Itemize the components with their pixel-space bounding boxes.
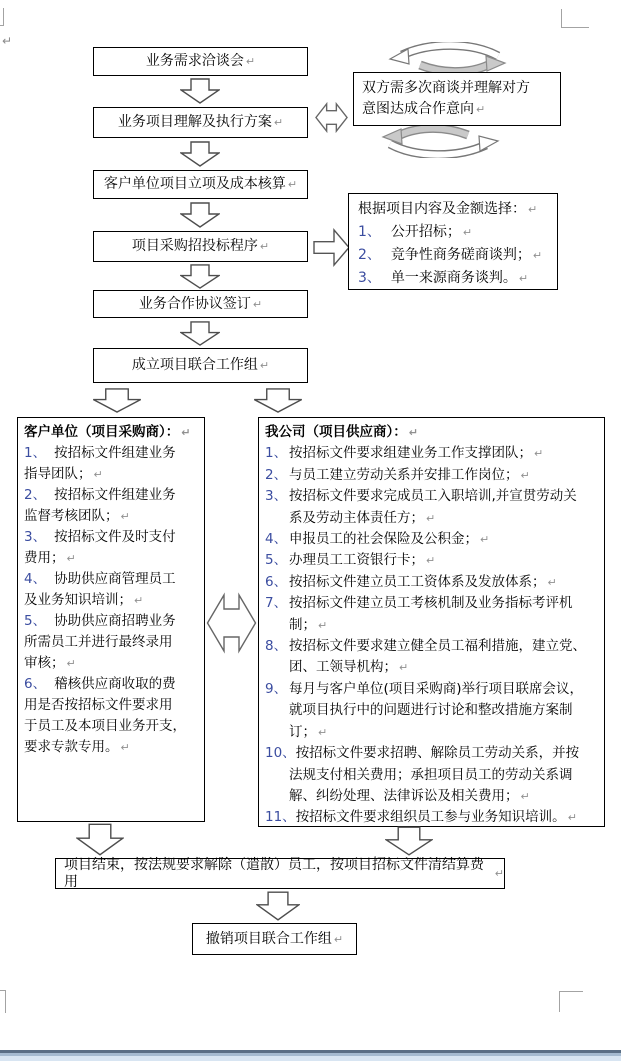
paragraph-mark-icon: ↵ — [494, 867, 504, 880]
paragraph-mark-icon: ↵ — [462, 226, 473, 239]
list-number: 10、 — [265, 745, 296, 762]
paragraph-mark-icon: ↵ — [181, 426, 191, 439]
text-line — [265, 657, 599, 678]
text-line — [24, 653, 199, 674]
text-line — [24, 464, 199, 485]
list-number: 2、 — [265, 466, 288, 483]
list-number: 5、 — [265, 552, 288, 569]
line-text: 协助供应商管理员工 — [54, 571, 176, 587]
flow-box-project-approval[interactable] — [93, 170, 308, 199]
text-line — [265, 550, 599, 571]
text-line — [265, 679, 599, 700]
text-line — [265, 615, 599, 636]
line-text: 按招标文件组建业务 — [54, 445, 176, 461]
text-line — [265, 743, 599, 764]
down-arrow[interactable] — [180, 264, 220, 289]
crop-mark-top-left-v — [3, 8, 4, 26]
line-text: 按招标文件要求组织员工参与业务知识培训。 — [295, 809, 566, 826]
paragraph-mark-icon: ↵ — [287, 178, 298, 191]
flow-box-agreement-signing[interactable] — [93, 290, 308, 318]
line-text: 审核； — [24, 655, 65, 671]
line-text: 订； — [289, 723, 316, 740]
list-number: 11、 — [265, 809, 296, 826]
text-line — [24, 527, 199, 548]
crop-mark-top-right-h — [561, 27, 589, 28]
text-line — [24, 611, 199, 632]
supplier-duties-text — [259, 418, 604, 827]
list-number: 4、 — [265, 531, 288, 548]
text-line — [24, 548, 199, 569]
box-label: 客户单位项目立项及成本核算 — [103, 176, 286, 192]
double-horizontal-arrow[interactable] — [206, 583, 257, 663]
line-text: 公开招标； — [390, 224, 461, 240]
text-line — [265, 700, 599, 721]
text-line — [24, 506, 199, 527]
line-text: 根据项目内容及金额选择： — [358, 201, 526, 217]
crop-mark-bottom-left-v — [5, 990, 6, 1013]
text-line — [265, 807, 599, 827]
paragraph-mark-icon: ↵ — [66, 552, 76, 565]
paragraph-mark-icon: ↵ — [528, 203, 538, 216]
text-line — [265, 465, 599, 486]
crop-mark-top-right-v — [561, 9, 562, 28]
text-line — [265, 765, 599, 786]
line-text: 法规支付相关费用；承担项目员工的劳动关系调 — [289, 766, 573, 783]
double-horizontal-arrow[interactable] — [315, 98, 348, 137]
crop-mark-top-left-h — [0, 25, 4, 26]
list-number: 6、 — [265, 573, 288, 590]
line-text: 于员工及本项目业务开支， — [24, 718, 186, 734]
flow-box-bidding-procedure[interactable] — [93, 231, 308, 262]
line-text: 按招标文件要求组建业务工作支撑团队； — [289, 445, 532, 462]
paragraph-mark-icon: ↵ — [532, 249, 543, 262]
text-line — [358, 221, 553, 244]
text-line — [24, 674, 199, 695]
supplier-duties-box[interactable] — [258, 417, 605, 827]
text-line — [265, 572, 599, 593]
line-text: 制； — [289, 616, 316, 633]
line-text: 双方需多次商谈并理解对方 — [362, 80, 530, 96]
down-arrow[interactable] — [385, 826, 433, 856]
text-line — [265, 422, 599, 443]
line-text: 团、工领导机构； — [289, 659, 397, 676]
text-line — [265, 593, 599, 614]
crop-mark-bottom-right-v — [559, 991, 560, 1012]
down-arrow[interactable] — [180, 321, 220, 346]
list-number: 4、 — [24, 571, 47, 587]
line-text: 按招标文件要求建立健全员工福利措施，建立党、 — [289, 638, 586, 655]
line-text: 解、纠纷处理、法律诉讼及相关费用； — [289, 787, 519, 804]
box-label: 成立项目联合工作组 — [131, 357, 258, 373]
box-label: 业务合作协议签订 — [138, 295, 251, 312]
text-line — [24, 590, 199, 611]
list-number: 3、 — [24, 529, 47, 545]
text-line — [265, 443, 599, 464]
client-duties-box[interactable] — [17, 417, 205, 822]
down-arrow[interactable] — [76, 823, 124, 856]
paragraph-mark-icon: ↵ — [273, 116, 284, 129]
client-duties-text — [18, 418, 204, 758]
line-text: 用是否按招标文件要求用 — [24, 697, 173, 713]
text-line — [362, 78, 554, 99]
paragraph-mark-icon: ↵ — [93, 468, 103, 481]
text-line — [24, 632, 199, 653]
box-label: 业务需求洽谈会 — [145, 53, 244, 69]
text-line — [24, 716, 199, 737]
line-text: 与员工建立劳动关系并安排工作岗位； — [289, 466, 519, 483]
negotiation-note-box[interactable] — [353, 72, 561, 126]
paragraph-mark-icon: ↵ — [476, 103, 486, 116]
text-line — [358, 267, 553, 290]
list-number: 5、 — [24, 613, 47, 629]
paragraph-mark-icon: ↵ — [547, 575, 557, 589]
line-text: 按招标文件组建业务 — [54, 487, 176, 503]
list-number: 1、 — [358, 224, 381, 240]
down-arrow[interactable] — [92, 388, 142, 413]
paragraph-mark-icon: ↵ — [333, 932, 344, 946]
line-text: 办理员工工资银行卡； — [289, 552, 424, 569]
negotiation-note-text — [354, 73, 560, 120]
list-number: 1、 — [265, 445, 288, 462]
down-arrow[interactable] — [256, 891, 300, 921]
list-number: 2、 — [24, 487, 47, 503]
text-line — [265, 636, 599, 657]
paragraph-mark-icon: ↵ — [399, 661, 409, 675]
line-text: 按招标文件要求完成员工入职培训,并宣贯劳动关 — [289, 488, 577, 505]
line-text: 单一来源商务谈判。 — [390, 270, 517, 286]
text-line — [24, 485, 199, 506]
paragraph-mark-icon: ↵ — [245, 55, 256, 68]
text-line — [265, 508, 599, 529]
text-line — [24, 569, 199, 590]
down-arrow[interactable] — [180, 202, 220, 228]
text-line — [358, 244, 553, 267]
paragraph-mark-icon: ↵ — [426, 511, 436, 525]
line-text: 协助供应商招聘业务 — [54, 613, 176, 629]
line-text: 稽核供应商收取的费 — [54, 676, 176, 692]
flow-box-business-negotiation[interactable] — [93, 47, 308, 76]
line-text: 要求专款专用。 — [24, 739, 119, 755]
line-text: 客户单位（项目采购商）： — [24, 424, 180, 440]
list-number: 9、 — [265, 680, 288, 697]
line-text: 意图达成合作意向 — [362, 101, 474, 117]
text-line — [358, 198, 553, 221]
text-line — [362, 99, 554, 120]
line-text: 按招标文件建立员工考核机制及业务指标考评机 — [289, 595, 573, 612]
list-number: 8、 — [265, 638, 288, 655]
line-text: 申报员工的社会保险及公积金； — [289, 531, 478, 548]
text-line — [24, 443, 199, 464]
box-label: 业务项目理解及执行方案 — [117, 114, 272, 130]
paragraph-mark-icon: ↵ — [480, 533, 490, 547]
paragraph-mark-icon: ↵ — [120, 741, 130, 754]
text-line — [265, 486, 599, 507]
text-line — [265, 786, 599, 807]
paragraph-mark-icon: ↵ — [252, 297, 263, 311]
window-bottom-bar-light — [0, 1056, 621, 1061]
list-number: 2、 — [358, 247, 381, 263]
line-text: 指导团队； — [24, 466, 92, 482]
down-arrow[interactable] — [253, 388, 303, 413]
line-text: 按招标文件要求招聘、解除员工劳动关系，并按 — [295, 745, 580, 762]
line-text: 监督考核团队； — [24, 508, 119, 524]
cycle-arrows-icon[interactable] — [372, 42, 508, 74]
box-label: 项目结束，按法规要求解除（遣散）员工，按项目招标文件清结算费用 — [64, 856, 484, 890]
paragraph-mark-icon: ↵ — [134, 594, 144, 607]
paragraph-mark-icon: ↵ — [518, 272, 529, 285]
line-text: 及业务知识培训； — [24, 592, 132, 608]
line-text: 我公司（项目供应商）： — [265, 424, 407, 440]
paragraph-mark-icon: ↵ — [2, 34, 13, 48]
line-text: 费用； — [24, 550, 65, 566]
paragraph-mark-icon: ↵ — [318, 618, 328, 632]
flow-box-project-understanding[interactable] — [93, 107, 308, 138]
paragraph-mark-icon: ↵ — [567, 811, 577, 825]
text-line — [24, 422, 199, 443]
list-number: 6、 — [24, 676, 47, 692]
box-label: 项目采购招投标程序 — [131, 238, 258, 254]
paragraph-mark-icon: ↵ — [66, 657, 76, 670]
line-text: 就项目执行中的问题进行讨论和整改措施方案制 — [289, 702, 573, 719]
paragraph-mark-icon: ↵ — [520, 789, 530, 803]
paragraph-mark-icon: ↵ — [520, 468, 530, 482]
paragraph-mark-icon: ↵ — [408, 426, 418, 439]
box-label: 撤销项目联合工作组 — [205, 930, 332, 947]
paragraph-mark-icon: ↵ — [426, 554, 436, 568]
cycle-arrows-icon[interactable] — [380, 126, 516, 158]
paragraph-mark-icon: ↵ — [534, 447, 544, 461]
flow-box-dissolve-workgroup[interactable] — [192, 923, 357, 955]
line-text: 按招标文件及时支付 — [54, 529, 176, 545]
text-line — [24, 737, 199, 758]
text-line — [24, 695, 199, 716]
crop-mark-bottom-right-h — [559, 991, 583, 992]
line-text: 每月与客户单位(项目采购商)举行项目联席会议， — [289, 680, 584, 697]
down-arrow[interactable] — [180, 141, 220, 167]
line-text: 所需员工并进行最终录用 — [24, 634, 173, 650]
line-text: 按招标文件建立员工工资体系及发放体系； — [289, 573, 546, 590]
list-number: 1、 — [24, 445, 47, 461]
line-text: 竞争性商务磋商谈判； — [390, 247, 531, 263]
list-number: 3、 — [358, 270, 381, 286]
bidding-method-text — [349, 194, 557, 290]
paragraph-mark-icon: ↵ — [120, 510, 130, 523]
text-line — [265, 722, 599, 743]
text-line — [265, 529, 599, 550]
flow-box-joint-workgroup[interactable] — [93, 348, 308, 383]
line-text: 系及劳动主体责任方； — [289, 509, 424, 526]
list-number: 7、 — [265, 595, 288, 612]
bidding-method-box[interactable] — [348, 193, 558, 290]
paragraph-mark-icon: ↵ — [318, 725, 328, 739]
paragraph-mark-icon: ↵ — [259, 240, 270, 253]
right-arrow[interactable] — [313, 227, 350, 268]
flow-box-project-end[interactable] — [55, 858, 505, 889]
down-arrow[interactable] — [180, 78, 220, 104]
list-number: 3、 — [265, 488, 288, 505]
paragraph-mark-icon: ↵ — [259, 359, 270, 372]
